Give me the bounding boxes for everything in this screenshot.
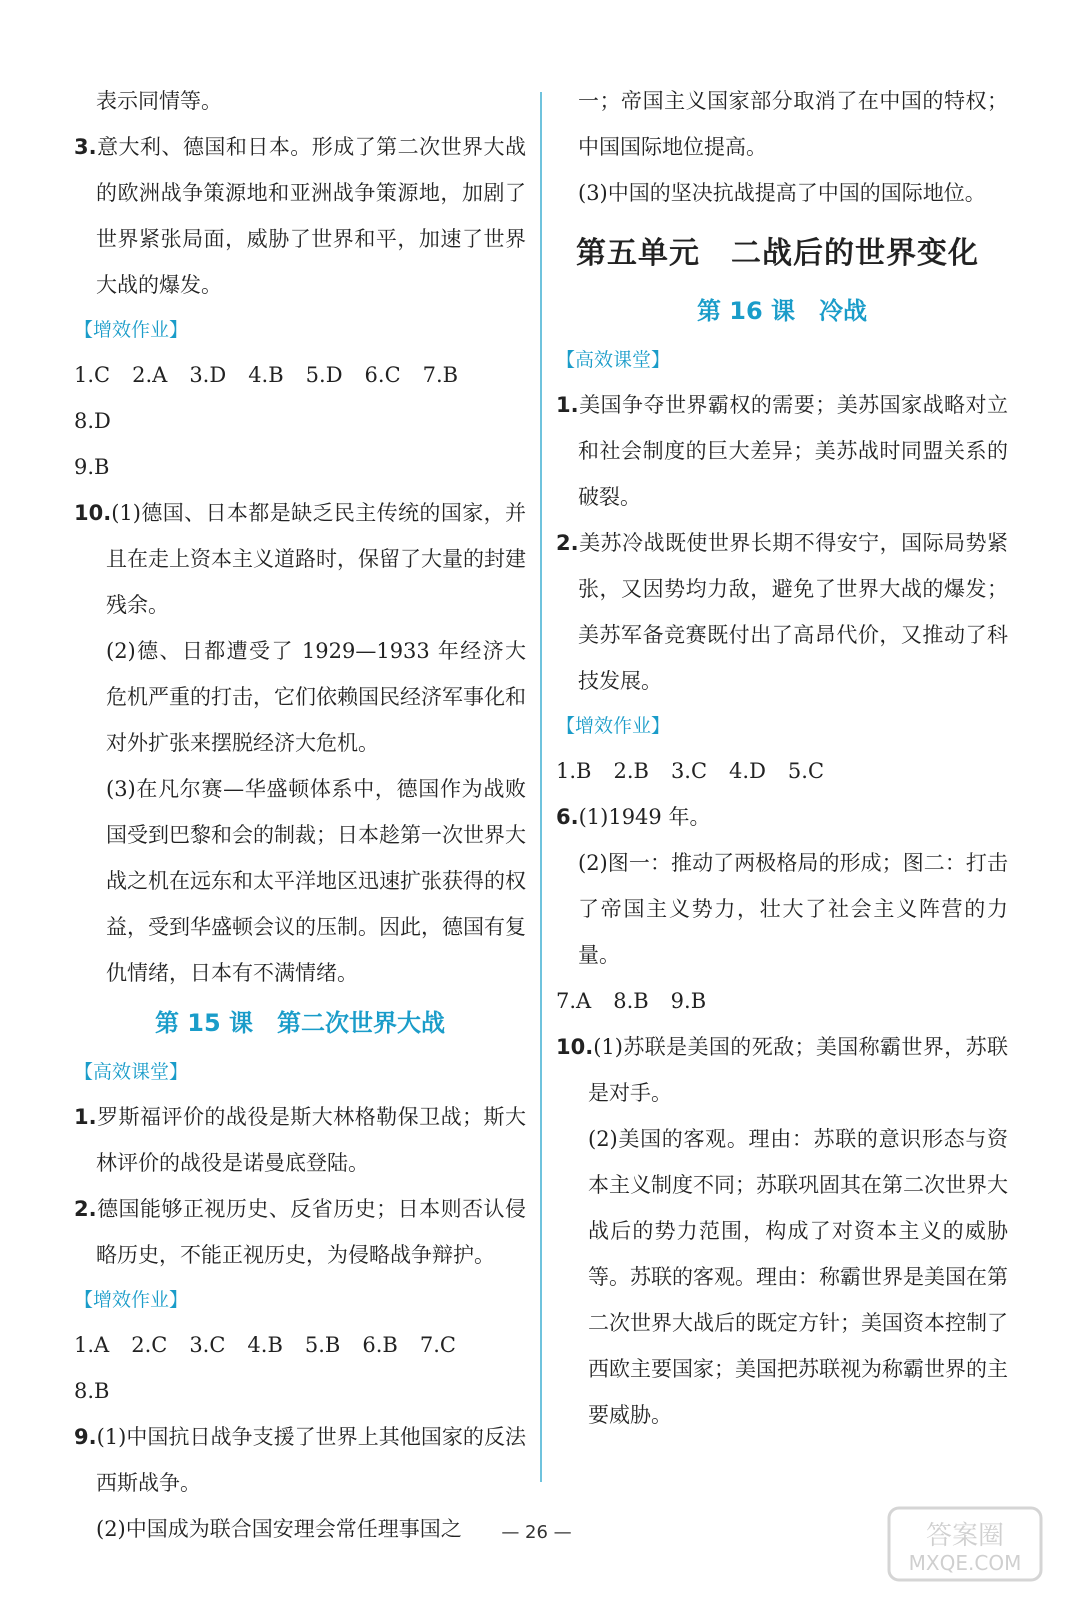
- answer-subpart: (2)中国成为联合国安理会常任理事国之: [96, 1517, 462, 1541]
- choice-answer: 8.B: [74, 1379, 110, 1403]
- watermark-logo: [885, 1504, 1045, 1584]
- lesson-title: 第 15 课 第二次世界大战: [154, 1009, 446, 1037]
- right-column: [556, 78, 1008, 1438]
- page-number: — 26 —: [501, 1522, 572, 1543]
- section-tag: 【增效作业】: [74, 1289, 189, 1311]
- choice-answer: 2.A: [132, 363, 168, 387]
- svg-text:MXQE.COM: MXQE.COM: [908, 1551, 1022, 1575]
- answer-text: 美国争夺世界霸权的需要；美苏国家战略对立和社会制度的巨大差异；美苏战时同盟关系的破裂。: [578, 393, 1008, 509]
- answer-row: [556, 978, 1008, 1024]
- question-number: 2.: [556, 531, 579, 555]
- answer-text: (1)1949 年。: [578, 805, 711, 829]
- question-2: [556, 520, 1008, 704]
- question-number: 1.: [556, 393, 579, 417]
- answer-row: [74, 444, 526, 490]
- answer-subpart: (3)中国的坚决抗战提高了中国的国际地位。: [578, 181, 986, 205]
- question-number: 3.: [74, 135, 97, 159]
- answer-row: [556, 748, 1008, 794]
- question-1: [556, 382, 1008, 520]
- choice-answer: 6.C: [364, 363, 401, 387]
- question-number: 6.: [556, 805, 579, 829]
- section-tag: 【增效作业】: [556, 715, 671, 737]
- choice-answer: 5.B: [304, 1333, 341, 1357]
- svg-text:答案圈: 答案圈: [925, 1521, 1005, 1551]
- left-column: [74, 78, 526, 1552]
- question-number: 10.: [74, 501, 112, 525]
- question-number: 9.: [74, 1425, 97, 1449]
- answer-subpart: (3)在凡尔赛—华盛顿体系中，德国作为战败国受到巴黎和会的制裁；日本趁第一次世界大战之机在远东和太平洋地区迅速扩张获得的权益，受到华盛顿会议的压制。因此，德国有复仇情绪，日本有不满情绪。: [106, 777, 526, 985]
- question-10: [556, 1024, 1008, 1116]
- choice-answer: 2.B: [613, 759, 649, 783]
- question-6: [556, 794, 1008, 840]
- choice-answer: 4.D: [729, 759, 766, 783]
- answer-text: 意大利、德国和日本。形成了第二次世界大战的欧洲战争策源地和亚洲战争策源地，加剧了世界紧张局面，威胁了世界和平，加速了世界大战的爆发。: [96, 135, 526, 297]
- choice-answer: 1.B: [556, 759, 592, 783]
- answer-subpart: (2)德、日都遭受了 1929—1933 年经济大危机严重的打击，它们依赖国民经济军事化和对外扩张来摆脱经济大危机。: [106, 639, 526, 755]
- answer-row: [74, 352, 526, 444]
- column-divider: [540, 92, 542, 1482]
- answer-text: (1)苏联是美国的死敌；美国称霸世界，苏联是对手。: [588, 1035, 1008, 1105]
- choice-answer: 6.B: [362, 1333, 398, 1357]
- choice-answer: 4.B: [248, 363, 284, 387]
- answer-text: 德国能够正视历史、反省历史；日本则否认侵略历史，不能正视历史，为侵略战争辩护。: [96, 1197, 526, 1267]
- choice-answer: 9.B: [74, 455, 110, 479]
- question-number: 1.: [74, 1105, 97, 1129]
- choice-answer: 3.C: [670, 759, 708, 783]
- answer-text: 美苏冷战既使世界长期不得安宁，国际局势紧张，又因势均力敌，避免了世界大战的爆发；美苏军备竞赛既付出了高昂代价，又推动了科技发展。: [578, 531, 1008, 693]
- section-tag: 【高效课堂】: [556, 349, 671, 371]
- paragraph: 表示同情等。: [96, 89, 222, 113]
- answer-subpart: (2)美国的客观。理由：苏联的意识形态与资本主义制度不同；苏联巩固其在第二次世界大战后的势力范围，构成了对资本主义的威胁等。苏联的客观。理由：称霸世界是美国在第二次世界大战后的既定方针；美国资本控制了西欧主要国家；美国把苏联视为称霸世界的主要威胁。: [588, 1127, 1008, 1427]
- choice-answer: 3.C: [189, 1333, 226, 1357]
- question-number: 2.: [74, 1197, 97, 1221]
- section-tag: 【高效课堂】: [74, 1061, 189, 1083]
- choice-answer: 1.C: [74, 363, 111, 387]
- section-tag: 【增效作业】: [74, 319, 189, 341]
- answer-text: 罗斯福评价的战役是斯大林格勒保卫战；斯大林评价的战役是诺曼底登陆。: [96, 1105, 526, 1175]
- answer-text: (1)中国抗日战争支援了世界上其他国家的反法西斯战争。: [96, 1425, 526, 1495]
- choice-answer: 2.C: [131, 1333, 168, 1357]
- answer-subpart: (2)图一：推动了两极格局的形成；图二：打击了帝国主义势力，壮大了社会主义阵营的力量。: [578, 851, 1008, 967]
- choice-answer: 5.D: [305, 363, 343, 387]
- question-1: [74, 1094, 526, 1186]
- question-2: [74, 1186, 526, 1278]
- question-3: [74, 124, 526, 308]
- question-number: 10.: [556, 1035, 594, 1059]
- choice-answer: 5.C: [787, 759, 825, 783]
- paragraph: 一；帝国主义国家部分取消了在中国的特权；中国国际地位提高。: [578, 89, 1008, 159]
- unit-title: 第五单元 二战后的世界变化: [576, 236, 979, 271]
- question-10: [74, 490, 526, 628]
- choice-answer: 7.C: [419, 1333, 456, 1357]
- choice-answer: 3.D: [189, 363, 227, 387]
- lesson-title: 第 16 课 冷战: [696, 297, 868, 325]
- choice-answer: 1.A: [74, 1333, 110, 1357]
- choice-answer: 8.D: [74, 409, 111, 433]
- choice-answer: 7.A: [556, 989, 592, 1013]
- choice-answer: 8.B: [613, 989, 649, 1013]
- choice-answer: 4.B: [247, 1333, 283, 1357]
- answer-text: (1)德国、日本都是缺乏民主传统的国家，并且在走上资本主义道路时，保留了大量的封建残余。: [106, 501, 526, 617]
- answer-row: [74, 1322, 526, 1414]
- choice-answer: 9.B: [670, 989, 707, 1013]
- choice-answer: 7.B: [422, 363, 459, 387]
- question-9: [74, 1414, 526, 1506]
